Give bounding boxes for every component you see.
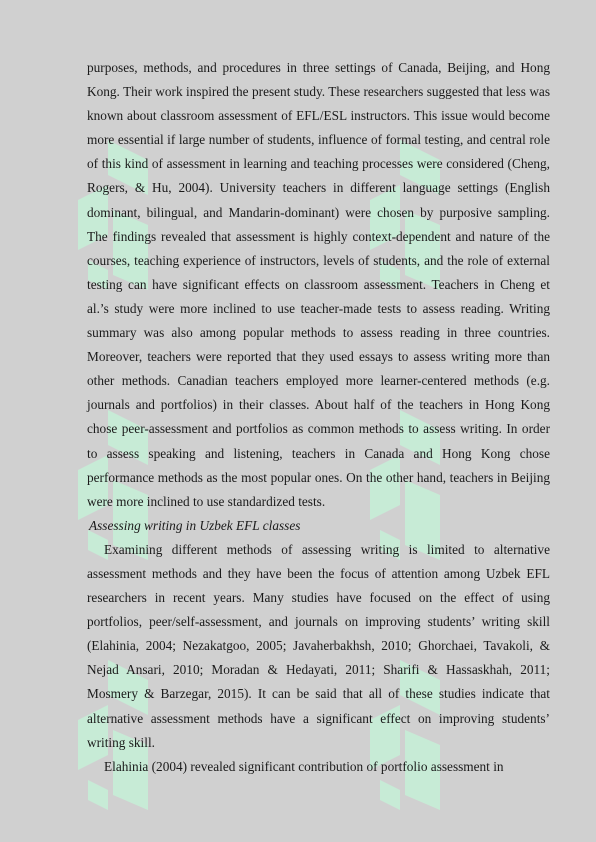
body-paragraph: Elahinia (2004) revealed significant contribution of portfolio assessment in — [104, 758, 504, 774]
body-paragraph: purposes, methods, and procedures in three settings of Canada, Beijing, and Hong Kong. Their work inspired the present study. These researchers suggested that less was known about classroom assessment of EFL/ESL instructors. This issue would become more essential if large number of students, influence of formal testing, and central role of this kind of assessment in learning and teaching processes were considered (Cheng, Rogers, & Hu, 2004). University teachers in different language settings (English dominant, bilingual, and Mandarin-dominant) were chosen by purposive sampling. The findings revealed that assessment is highly context-dependent and nature of the courses, teaching experience of instructors, levels of students, and the role of external testing can have significant effects on classroom assessment. Teachers in Cheng et al.’s study were more inclined to use teacher-made tests to assess reading. Writing summary was also among popular methods to assess reading in three countries. Moreover, teachers were reported that they used essays to assess writing more than other methods. Canadian teachers employed more learner-centered methods (e.g. journals and portfolios) in their classes. About half of the teachers in Hong Kong chose peer-assessment and portfolios as common methods to assess writing. In order to assess speaking and listening, teachers in Canada and Hong Kong chose performance methods as the most popular ones. On the other hand, teachers in Beijing were more inclined to use standardized tests. — [87, 60, 550, 509]
section-heading: Assessing writing in Uzbek EFL classes — [89, 517, 301, 533]
body-paragraph: Examining different methods of assessing writing is limited to alternative assessment methods and they have been the focus of attention among Uzbek EFL researchers in recent years. Many studies have focused on the effect of using portfolios, peer/self-assessment, and journals on improving students’ writing skill (Elahinia, 2004; Nezakatgoo, 2005; Javaherbakhsh, 2010; Ghorchaei, Tavakoli, & Nejad Ansari, 2010; Moradan & Hedayati, 2011; Sharifi & Hassaskhah, 2011; Mosmery & Barzegar, 2015). It can be said that all of these studies indicate that alternative assessment methods have a significant effect on improving students’ writing skill. — [87, 541, 550, 750]
document-body — [87, 56, 550, 779]
